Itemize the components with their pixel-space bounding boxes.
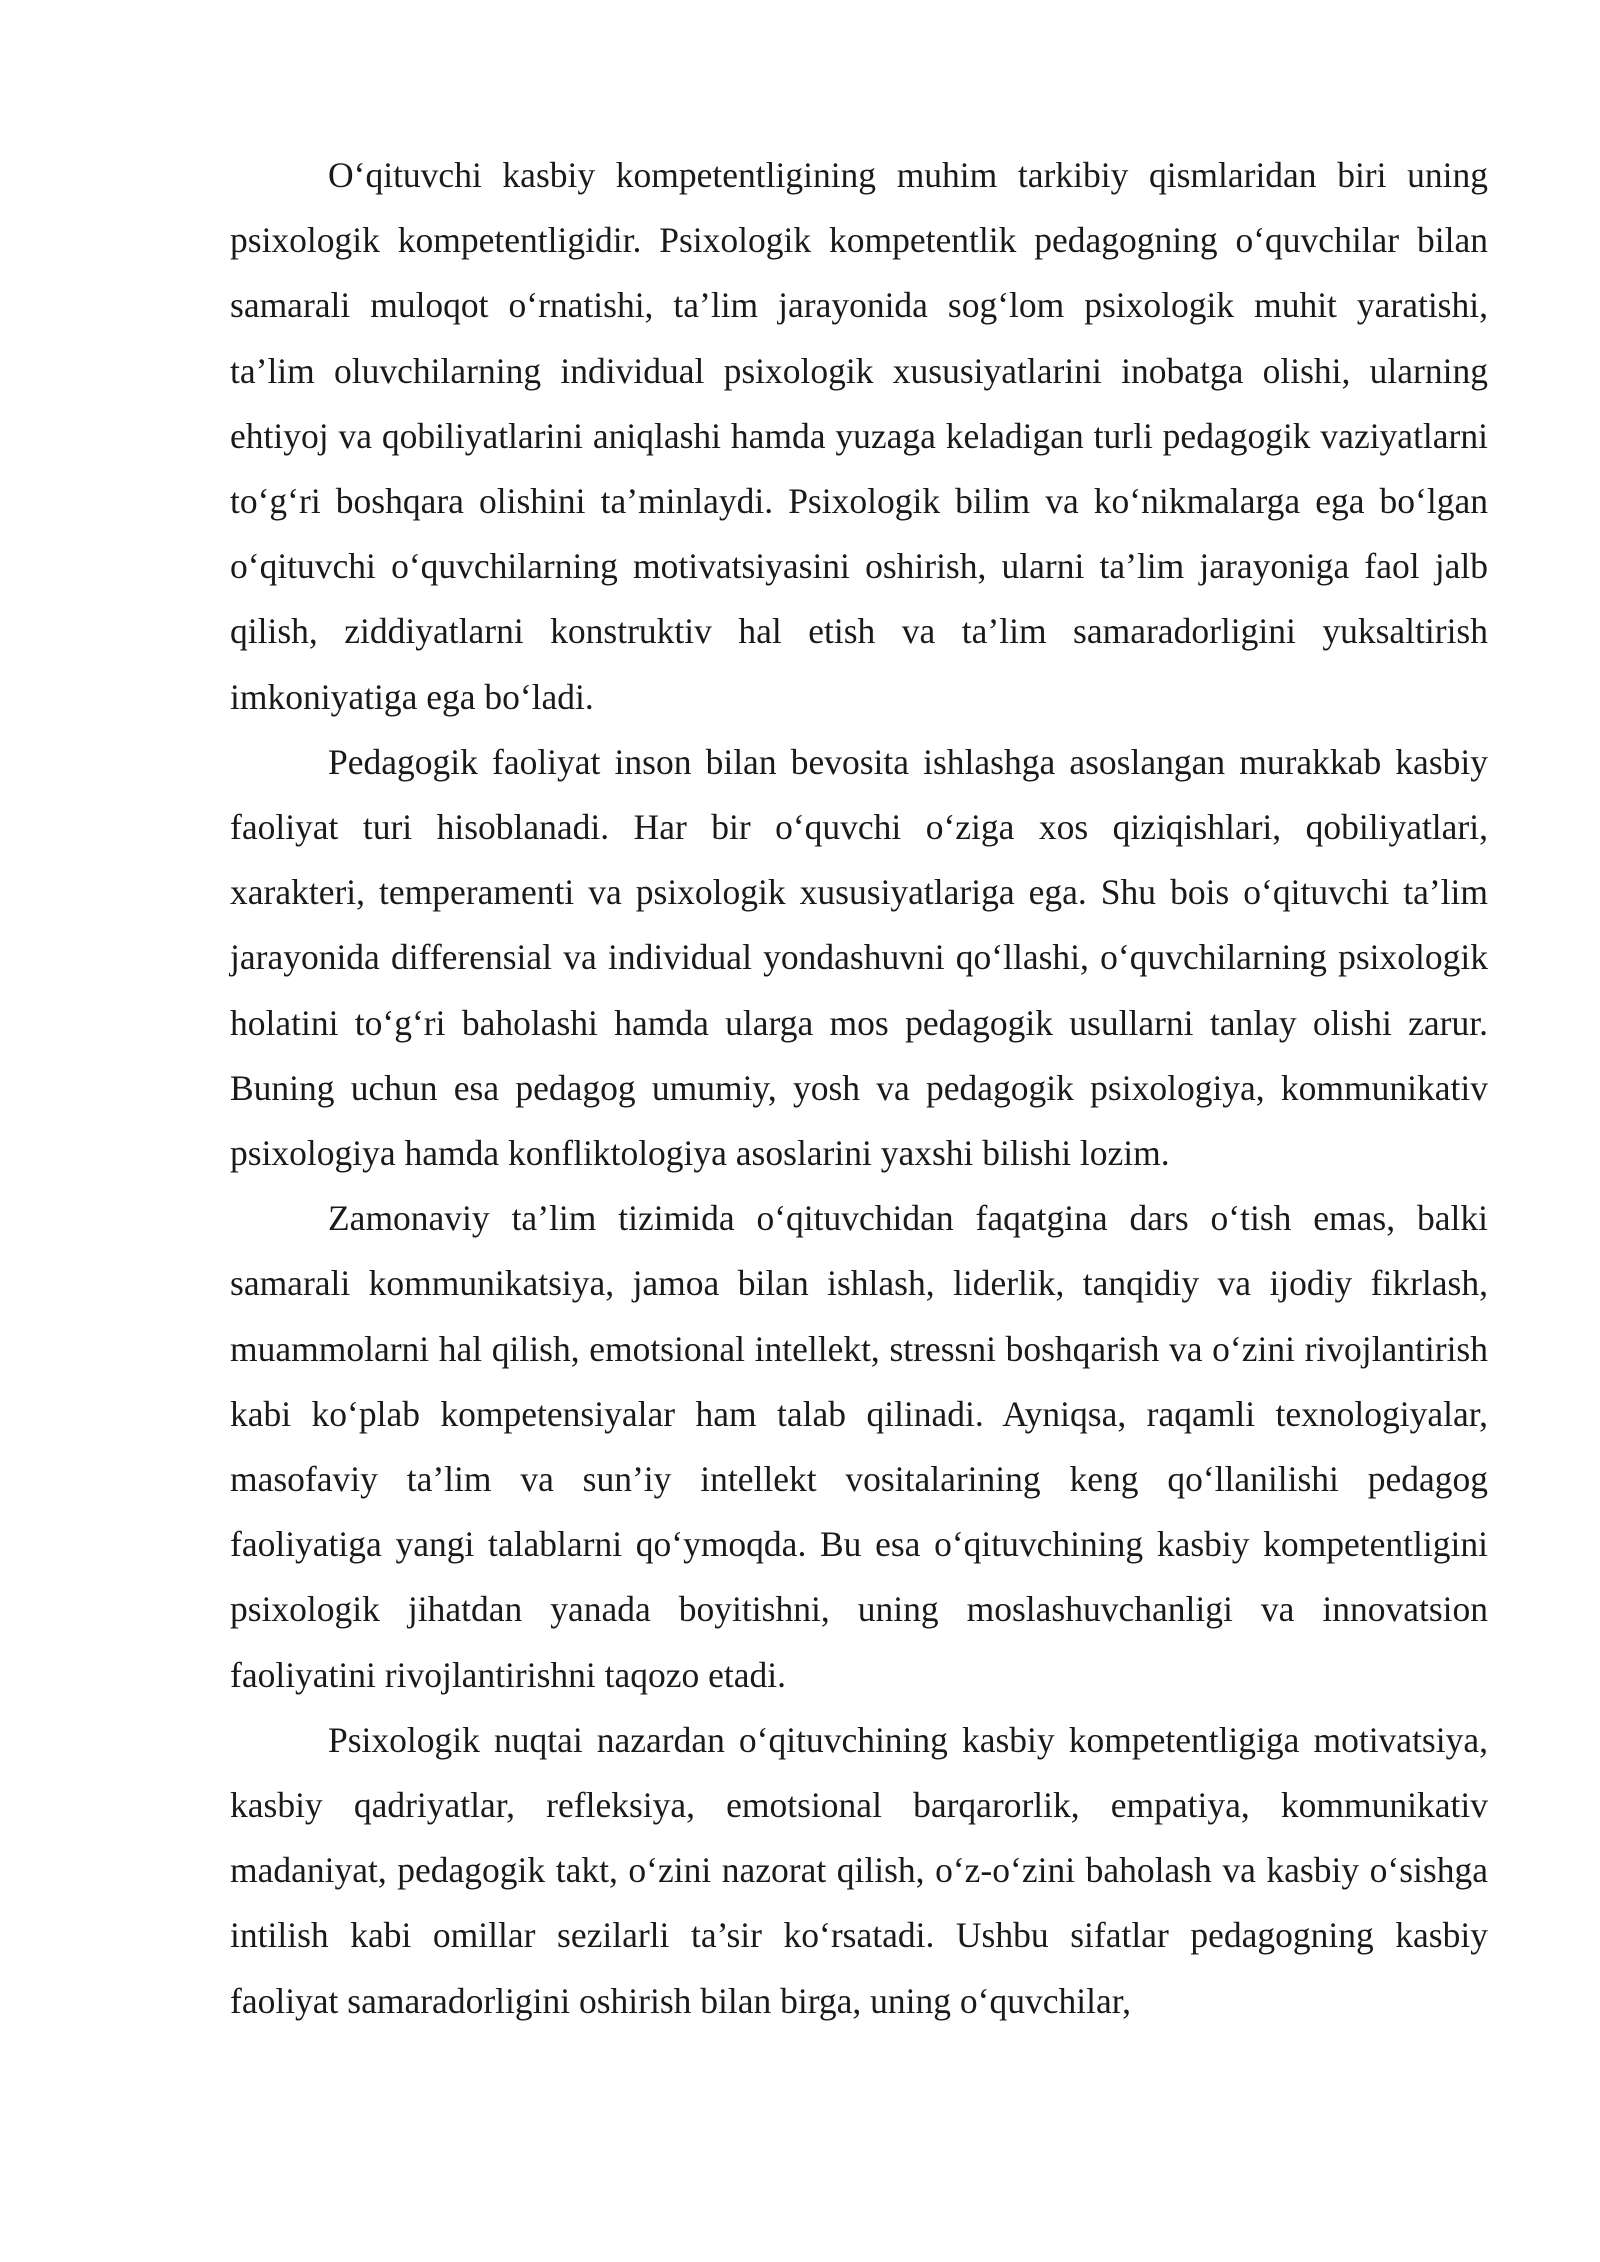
paragraph-4: Psixologik nuqtai nazardan o‘qituvchining kasbiy kompetentligiga motivatsiya, kasbiy qadriyatlar, refleksiya, emotsional barqarorlik, empatiya, kommunikativ madaniyat, pedagogik takt, o‘zini nazorat qilish, o‘z-o‘zini baholash va kasbiy o‘sishga intilish kabi omillar sezilarli ta’sir ko‘rsatadi. Ushbu sifatlar pedagogning kasbiy faoliyat samaradorligini oshirish bilan birga, uning o‘quvchilar, xyxy=(230,1719,1488,2021)
paragraph-2: Pedagogik faoliyat inson bilan bevosita ishlashga asoslangan murakkab kasbiy faoliyat turi hisoblanadi. Har bir o‘quvchi o‘ziga xos qiziqishlari, qobiliyatlari, xarakteri, temperamenti va psixologik xususiyatlariga ega. Shu bois o‘qituvchi ta’lim jarayonida differensial va individual yondashuvni qo‘llashi, o‘quvchilarning psixologik holatini to‘g‘ri baholashi hamda ularga mos pedagogik usullarni tanlay olishi zarur. Buning uchun esa pedagog umumiy, yosh va pedagogik psixologiya, kommunikativ psixologiya hamda konfliktologiya asoslarini yaxshi bilishi lozim. xyxy=(230,741,1488,1174)
body-text xyxy=(230,143,1488,2034)
paragraph-1: O‘qituvchi kasbiy kompetentligining muhim tarkibiy qismlaridan biri uning psixologik kompetentligidir. Psixologik kompetentlik pedagogning o‘quvchilar bilan samarali muloqot o‘rnatishi, ta’lim jarayonida sog‘lom psixologik muhit yaratishi, ta’lim oluvchilarning individual psixologik xususiyatlarini inobatga olishi, ularning ehtiyoj va qobiliyatlarini aniqlashi hamda yuzaga keladigan turli pedagogik vaziyatlarni to‘g‘ri boshqara olishini ta’minlaydi. Psixologik bilim va ko‘nikmalarga ega bo‘lgan o‘qituvchi o‘quvchilarning motivatsiyasini oshirish, ularni ta’lim jarayoniga faol jalb qilish, ziddiyatlarni konstruktiv hal etish va ta’lim samaradorligini yuksaltirish imkoniyatiga ega bo‘ladi. xyxy=(230,155,1488,717)
paragraph-3: Zamonaviy ta’lim tizimida o‘qituvchidan faqatgina dars o‘tish emas, balki samarali kommunikatsiya, jamoa bilan ishlash, liderlik, tanqidiy va ijodiy fikrlash, muammolarni hal qilish, emotsional intellekt, stressni boshqarish va o‘zini rivojlantirish kabi ko‘plab kompetensiyalar ham talab qilinadi. Ayniqsa, raqamli texnologiyalar, masofaviy ta’lim va sun’iy intellekt vositalarining keng qo‘llanilishi pedagog faoliyatiga yangi talablarni qo‘ymoqda. Bu esa o‘qituvchining kasbiy kompetentligini psixologik jihatdan yanada boyitishni, uning moslashuvchanligi va innovatsion faoliyatini rivojlantirishni taqozo etadi. xyxy=(230,1198,1488,1695)
